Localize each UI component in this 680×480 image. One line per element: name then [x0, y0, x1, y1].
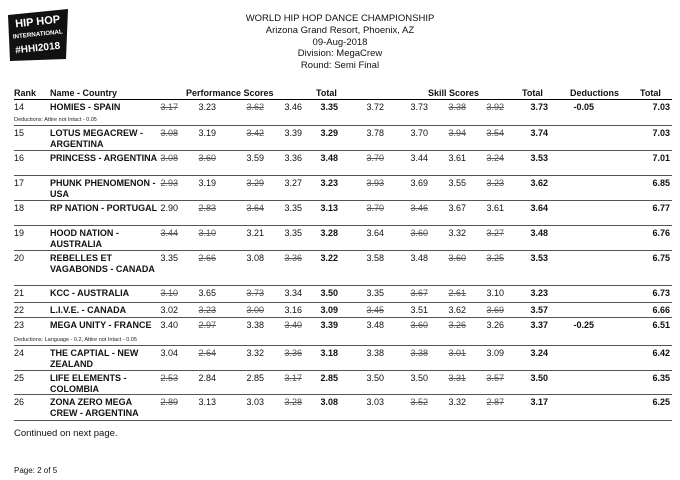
team-name: HOOD NATION - AUSTRALIA	[50, 228, 119, 249]
team-name: ZONA ZERO MEGA CREW - ARGENTINA	[50, 397, 139, 418]
final-total: 6.66	[652, 305, 670, 315]
rank-cell: 16	[14, 153, 25, 163]
skill-score: 3.23	[486, 178, 504, 188]
team-name: KCC - AUSTRALIA	[50, 288, 130, 298]
table-row	[14, 395, 672, 421]
performance-total: 3.08	[320, 397, 338, 407]
table-header	[14, 88, 672, 100]
skill-score: 3.01	[448, 348, 466, 358]
performance-score: 3.08	[160, 153, 178, 163]
performance-score: 3.10	[198, 228, 216, 238]
performance-score: 3.27	[284, 178, 302, 188]
skill-total: 3.74	[530, 128, 548, 138]
rank-cell: 19	[14, 228, 25, 238]
performance-score: 3.73	[246, 288, 264, 298]
skill-total: 3.24	[530, 348, 548, 358]
final-total: 7.03	[652, 128, 670, 138]
performance-score: 3.62	[246, 102, 264, 112]
col-skill: Skill Scores	[428, 88, 480, 98]
skill-score: 3.31	[448, 373, 466, 383]
performance-score: 3.65	[198, 288, 216, 298]
logo-line3: #HHI2018	[14, 40, 61, 57]
performance-score: 3.08	[160, 128, 178, 138]
final-total: 6.35	[652, 373, 670, 383]
performance-total: 3.50	[320, 288, 338, 298]
team-name: PHUNK PHENOMENON - USA	[50, 178, 156, 199]
table-row	[14, 371, 672, 395]
performance-score: 3.38	[246, 320, 264, 330]
team-name: THE CAPTIAL - NEW ZEALAND	[50, 348, 139, 369]
team-name: REBELLES ET VAGABONDS - CANADA	[50, 253, 155, 274]
performance-score: 2.85	[246, 373, 264, 383]
skill-total: 3.57	[530, 305, 548, 315]
skill-total: 3.62	[530, 178, 548, 188]
skill-score: 3.09	[486, 348, 504, 358]
col-total: Total	[640, 88, 661, 98]
performance-score: 3.64	[246, 203, 264, 213]
performance-score: 3.40	[284, 320, 302, 330]
skill-score: 3.32	[448, 228, 466, 238]
event-venue: Arizona Grand Resort, Phoenix, AZ	[265, 24, 415, 36]
deduction-note: Deductions: Language - 0.2, Attire not Intact - 0.05	[14, 337, 137, 343]
skill-score: 3.58	[366, 253, 384, 263]
skill-total: 3.50	[530, 373, 548, 383]
table-row	[14, 151, 672, 176]
rank-cell: 18	[14, 203, 25, 213]
team-name: L.I.V.E. - CANADA	[50, 305, 127, 315]
skill-score: 3.26	[448, 320, 466, 330]
skill-score: 3.78	[366, 128, 384, 138]
logo-line2: INTERNATIONAL	[12, 28, 64, 41]
performance-score: 2.64	[198, 348, 216, 358]
col-performance: Performance Scores	[186, 88, 274, 98]
performance-score: 2.93	[160, 178, 178, 188]
performance-score: 3.17	[160, 102, 178, 112]
skill-score: 3.48	[410, 253, 428, 263]
performance-total: 3.13	[320, 203, 338, 213]
table-row	[14, 346, 672, 371]
event-title: WORLD HIP HOP DANCE CHAMPIONSHIP	[245, 13, 435, 24]
deduction-value: -0.05	[573, 102, 594, 112]
performance-total: 3.23	[320, 178, 338, 188]
performance-score: 3.16	[284, 305, 302, 315]
performance-total: 3.29	[320, 128, 338, 138]
team-name: HOMIES - SPAIN	[50, 102, 121, 112]
performance-score: 2.89	[160, 397, 178, 407]
skill-total: 3.17	[530, 397, 548, 407]
col-perf-total: Total	[316, 88, 337, 98]
performance-total: 3.22	[320, 253, 338, 263]
performance-score: 3.35	[160, 253, 178, 263]
skill-score: 3.60	[410, 320, 428, 330]
team-name: LIFE ELEMENTS - COLOMBIA	[50, 373, 127, 394]
performance-score: 2.83	[198, 203, 216, 213]
performance-score: 3.23	[198, 102, 216, 112]
table-row	[14, 176, 672, 201]
skill-score: 3.67	[448, 203, 466, 213]
final-total: 6.42	[652, 348, 670, 358]
performance-total: 3.48	[320, 153, 338, 163]
performance-total: 3.09	[320, 305, 338, 315]
performance-score: 3.35	[284, 228, 302, 238]
table-row	[14, 226, 672, 251]
performance-score: 2.90	[160, 203, 178, 213]
skill-score: 3.10	[486, 288, 504, 298]
performance-score: 3.13	[198, 397, 216, 407]
skill-score: 3.38	[410, 348, 428, 358]
performance-score: 3.17	[284, 373, 302, 383]
performance-score: 3.40	[160, 320, 178, 330]
table-row	[14, 201, 672, 226]
skill-score: 3.93	[366, 178, 384, 188]
skill-score: 3.60	[448, 253, 466, 263]
page-number: Page: 2 of 5	[14, 466, 58, 475]
performance-score: 3.46	[284, 102, 302, 112]
team-name: RP NATION - PORTUGAL	[50, 203, 158, 213]
skill-score: 3.54	[486, 128, 504, 138]
skill-score: 3.69	[486, 305, 504, 315]
skill-score: 3.25	[486, 253, 504, 263]
rank-cell: 24	[14, 348, 25, 358]
skill-score: 3.72	[366, 102, 384, 112]
final-total: 6.85	[652, 178, 670, 188]
rank-cell: 14	[14, 102, 25, 112]
event-round: Round: Semi Final	[300, 60, 380, 72]
performance-score: 3.28	[284, 397, 302, 407]
skill-score: 3.38	[366, 348, 384, 358]
table-row	[14, 126, 672, 151]
rank-cell: 21	[14, 288, 25, 298]
skill-score: 3.51	[410, 305, 428, 315]
skill-score: 3.94	[448, 128, 466, 138]
performance-score: 3.35	[284, 203, 302, 213]
deduction-note: Deductions: Attire not Intact - 0.05	[14, 117, 97, 123]
table-row	[14, 303, 672, 318]
rank-cell: 22	[14, 305, 25, 315]
skill-score: 2.61	[448, 288, 466, 298]
final-total: 6.76	[652, 228, 670, 238]
skill-score: 3.64	[366, 228, 384, 238]
skill-score: 3.70	[366, 203, 384, 213]
skill-score: 3.62	[448, 305, 466, 315]
performance-total: 3.28	[320, 228, 338, 238]
skill-score: 3.46	[410, 203, 428, 213]
skill-score: 3.38	[448, 102, 466, 112]
performance-score: 3.32	[246, 348, 264, 358]
final-total: 6.75	[652, 253, 670, 263]
skill-score: 3.61	[486, 203, 504, 213]
skill-score: 3.50	[366, 373, 384, 383]
deduction-value: -0.25	[573, 320, 594, 330]
final-total: 7.01	[652, 153, 670, 163]
skill-score: 3.60	[410, 228, 428, 238]
performance-total: 3.35	[320, 102, 338, 112]
rank-cell: 26	[14, 397, 25, 407]
performance-score: 2.97	[198, 320, 216, 330]
table-row	[14, 318, 672, 346]
skill-score: 2.87	[486, 397, 504, 407]
skill-total: 3.48	[530, 228, 548, 238]
skill-score: 3.70	[410, 128, 428, 138]
skill-score: 3.92	[486, 102, 504, 112]
skill-total: 3.53	[530, 253, 548, 263]
performance-score: 3.19	[198, 178, 216, 188]
performance-score: 3.10	[160, 288, 178, 298]
rank-cell: 25	[14, 373, 25, 383]
team-name: PRINCESS - ARGENTINA	[50, 153, 158, 163]
performance-score: 3.44	[160, 228, 178, 238]
performance-score: 3.39	[284, 128, 302, 138]
performance-score: 3.42	[246, 128, 264, 138]
performance-score: 3.29	[246, 178, 264, 188]
skill-score: 3.03	[366, 397, 384, 407]
skill-score: 3.44	[410, 153, 428, 163]
continued-note: Continued on next page.	[14, 428, 118, 439]
skill-score: 3.32	[448, 397, 466, 407]
event-date: 09-Aug-2018	[312, 36, 368, 48]
table-row	[14, 251, 672, 286]
performance-score: 3.19	[198, 128, 216, 138]
table-body	[14, 100, 672, 421]
final-total: 6.73	[652, 288, 670, 298]
performance-score: 3.21	[246, 228, 264, 238]
rank-cell: 20	[14, 253, 25, 263]
document-header	[0, 13, 680, 72]
performance-score: 3.34	[284, 288, 302, 298]
skill-score: 3.35	[366, 288, 384, 298]
col-name: Name - Country	[50, 88, 118, 98]
skill-score: 3.55	[448, 178, 466, 188]
skill-score: 3.45	[366, 305, 384, 315]
team-name: LOTUS MEGACREW - ARGENTINA	[50, 128, 143, 149]
performance-score: 3.08	[246, 253, 264, 263]
rank-cell: 15	[14, 128, 25, 138]
skill-total: 3.37	[530, 320, 548, 330]
performance-score: 3.03	[246, 397, 264, 407]
performance-total: 3.39	[320, 320, 338, 330]
final-total: 7.03	[652, 102, 670, 112]
performance-score: 3.23	[198, 305, 216, 315]
performance-score: 3.60	[198, 153, 216, 163]
skill-total: 3.64	[530, 203, 548, 213]
skill-score: 3.24	[486, 153, 504, 163]
skill-score: 3.26	[486, 320, 504, 330]
skill-score: 3.57	[486, 373, 504, 383]
performance-score: 3.36	[284, 348, 302, 358]
performance-score: 3.36	[284, 253, 302, 263]
skill-score: 3.61	[448, 153, 466, 163]
final-total: 6.25	[652, 397, 670, 407]
skill-score: 3.70	[366, 153, 384, 163]
skill-total: 3.23	[530, 288, 548, 298]
skill-total: 3.73	[530, 102, 548, 112]
table-row	[14, 100, 672, 126]
rank-cell: 23	[14, 320, 25, 330]
final-total: 6.51	[652, 320, 670, 330]
skill-score: 3.52	[410, 397, 428, 407]
performance-total: 3.18	[320, 348, 338, 358]
performance-score: 3.36	[284, 153, 302, 163]
performance-score: 3.02	[160, 305, 178, 315]
col-deductions: Deductions	[570, 88, 620, 98]
skill-score: 3.73	[410, 102, 428, 112]
performance-score: 2.84	[198, 373, 216, 383]
rank-cell: 17	[14, 178, 25, 188]
skill-score: 3.48	[366, 320, 384, 330]
table-row	[14, 286, 672, 303]
performance-score: 2.53	[160, 373, 178, 383]
performance-total: 2.85	[320, 373, 338, 383]
skill-score: 3.67	[410, 288, 428, 298]
col-rank: Rank	[14, 88, 37, 98]
performance-score: 3.59	[246, 153, 264, 163]
results-table	[14, 88, 672, 421]
team-name: MEGA UNITY - FRANCE	[50, 320, 152, 330]
skill-score: 3.27	[486, 228, 504, 238]
performance-score: 3.00	[246, 305, 264, 315]
performance-score: 2.66	[198, 253, 216, 263]
col-skill-total: Total	[522, 88, 543, 98]
skill-total: 3.53	[530, 153, 548, 163]
performance-score: 3.04	[160, 348, 178, 358]
event-division: Division: MegaCrew	[297, 48, 383, 60]
skill-score: 3.69	[410, 178, 428, 188]
skill-score: 3.50	[410, 373, 428, 383]
final-total: 6.77	[652, 203, 670, 213]
logo-line1: HIP HOP	[14, 13, 61, 31]
